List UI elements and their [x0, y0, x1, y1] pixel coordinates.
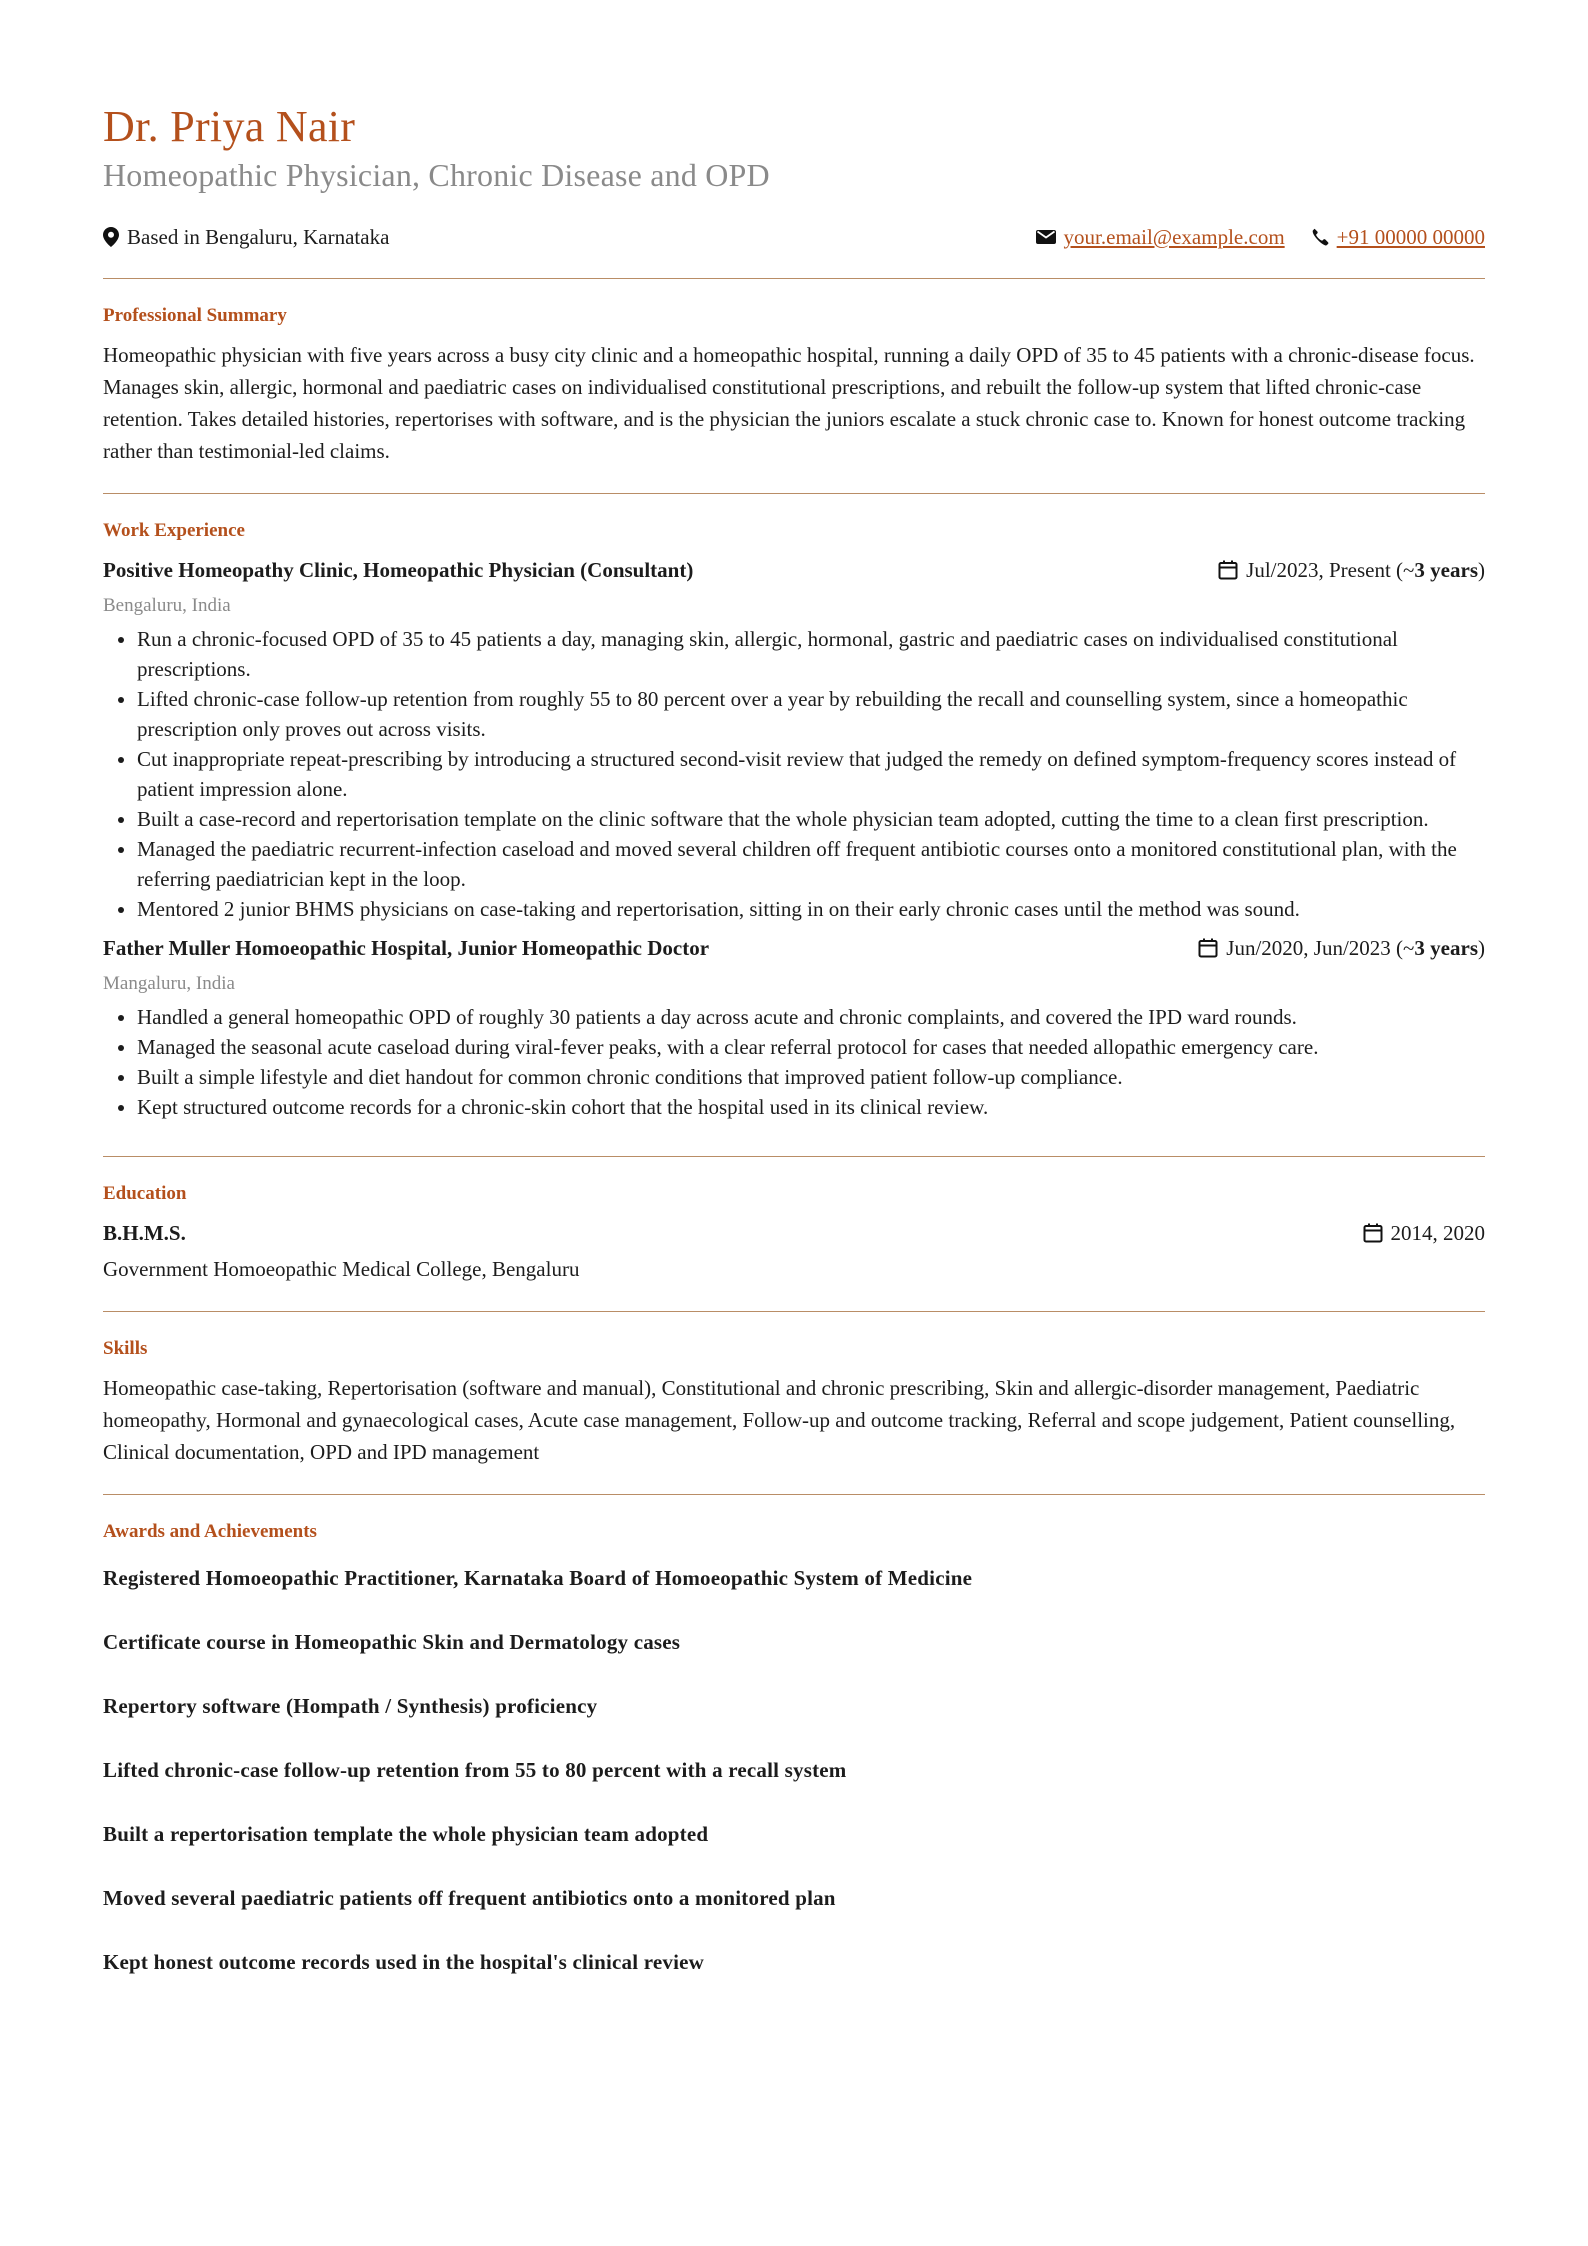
award-item: Built a repertorisation template the whole physician team adopted [103, 1822, 709, 1846]
phone-icon [1311, 228, 1329, 246]
contact-location [103, 222, 389, 252]
job-org: Father Muller Homoeopathic Hospital [103, 936, 447, 960]
job-duration: 3 years [1414, 558, 1478, 582]
award-item: Moved several paediatric patients off frequent antibiotics onto a monitored plan [103, 1886, 836, 1910]
job-sep: , [446, 936, 458, 960]
skills-text: Homeopathic case-taking, Repertorisation (software and manual), Constitutional and chronic prescribing, Skin and allergic-disorder management, Paediatric homeopathy, Hormonal and gynaecological cases, Acute case management, Follow-up and outcome tracking, Referral and scope judgement, Patient counselling, Clinical documentation, OPD and IPD management [103, 1376, 1456, 1464]
education-date-range: 2014, 2020 [1390, 1221, 1485, 1245]
job-location: Bengaluru, India [103, 595, 231, 616]
job-entry [103, 932, 1485, 1122]
job-bullets [103, 1002, 1485, 1122]
job-sep: , [352, 558, 364, 582]
education-degree: B.H.M.S. [103, 1221, 186, 1245]
award-item: Certificate course in Homeopathic Skin and Dermatology cases [103, 1630, 681, 1654]
list-item: • Managed the paediatric recurrent-infection caseload and moved several children off frequent antibiotic courses onto a monitored constitutional plan, with the referring paediatrician kept in the loop. [137, 834, 1485, 894]
candidate-name: Dr. Priya Nair [103, 102, 356, 151]
list-item: • Handled a general homeopathic OPD of roughly 30 patients a day across acute and chronic complaints, and covered the IPD ward rounds. [137, 1002, 1485, 1032]
map-pin-icon [103, 227, 119, 247]
job-dates [1198, 932, 1485, 964]
experience-heading: Work Experience [103, 520, 245, 541]
calendar-icon [1363, 1223, 1383, 1243]
awards-section [103, 1495, 1485, 2037]
candidate-title: Homeopathic Physician, Chronic Disease and OPD [103, 157, 770, 193]
award-item: Kept honest outcome records used in the hospital's clinical review [103, 1950, 704, 1974]
awards-list [103, 1563, 1485, 1977]
job-location: Mangaluru, India [103, 973, 235, 994]
calendar-icon [1198, 938, 1218, 958]
education-school: Government Homoeopathic Medical College, Bengaluru [103, 1257, 580, 1281]
list-item: • Cut inappropriate repeat-prescribing by introducing a structured second-visit review that judged the remedy on defined symptom-frequency scores instead of patient impression alone. [137, 744, 1485, 804]
job-date-close: ) [1478, 936, 1485, 960]
email-link[interactable]: your.email@example.com [1063, 225, 1285, 249]
job-org: Positive Homeopathy Clinic [103, 558, 353, 582]
job-dates [1218, 554, 1485, 586]
job-duration: 3 years [1414, 936, 1478, 960]
phone-link[interactable]: +91 00000 00000 [1336, 225, 1485, 249]
list-item: • Kept structured outcome records for a chronic-skin cohort that the hospital used in its clinical review. [137, 1092, 1485, 1122]
award-item: Lifted chronic-case follow-up retention from 55 to 80 percent with a recall system [103, 1758, 847, 1782]
summary-text: Homeopathic physician with five years across a busy city clinic and a homeopathic hospital, running a daily OPD of 35 to 45 patients with a chronic-disease focus. Manages skin, allergic, hormonal and paediatric cases on individualised constitutional prescriptions, and rebuilt the follow-up system that lifted chronic-case retention. Takes detailed histories, repertorises with software, and is the physician the juniors escalate a stuck chronic case to. Known for honest outcome tracking rather than testimonial-led claims. [103, 343, 1475, 463]
summary-section [103, 279, 1485, 493]
award-item: Registered Homoeopathic Practitioner, Karnataka Board of Homoeopathic System of Medicine [103, 1566, 973, 1590]
skills-section [103, 1312, 1485, 1494]
education-header [103, 1217, 1485, 1249]
list-item: • Built a case-record and repertorisation template on the clinic software that the whole physician team adopted, cutting the time to a clean first prescription. [137, 804, 1485, 834]
skills-heading: Skills [103, 1338, 148, 1359]
contact-links [1036, 222, 1485, 252]
job-header [103, 554, 1485, 586]
job-title [103, 554, 693, 586]
job-date-close: ) [1478, 558, 1485, 582]
job-date-range: Jun/2020, Jun/2023 (~ [1226, 936, 1415, 960]
list-item: • Managed the seasonal acute caseload during viral-fever peaks, with a clear referral protocol for cases that needed allopathic emergency care. [137, 1032, 1485, 1062]
envelope-icon [1036, 229, 1056, 245]
award-item: Repertory software (Hompath / Synthesis) proficiency [103, 1694, 598, 1718]
calendar-icon [1218, 560, 1238, 580]
experience-section [103, 494, 1485, 1156]
job-role: Homeopathic Physician (Consultant) [363, 558, 694, 582]
education-dates [1363, 1217, 1486, 1249]
summary-heading: Professional Summary [103, 305, 287, 326]
education-section [103, 1157, 1485, 1311]
contact-phone [1311, 222, 1485, 252]
list-item: • Run a chronic-focused OPD of 35 to 45 patients a day, managing skin, allergic, hormonal, gastric and paediatric cases on individualised constitutional prescriptions. [137, 624, 1485, 684]
awards-heading: Awards and Achievements [103, 1521, 317, 1542]
job-entry [103, 554, 1485, 924]
education-heading: Education [103, 1183, 187, 1204]
job-role: Junior Homeopathic Doctor [457, 936, 710, 960]
list-item: • Built a simple lifestyle and diet handout for common chronic conditions that improved patient follow-up compliance. [137, 1062, 1485, 1092]
job-date-range: Jul/2023, Present (~ [1246, 558, 1415, 582]
location-text: Based in Bengaluru, Karnataka [127, 225, 390, 249]
job-title [103, 932, 709, 964]
job-bullets [103, 624, 1485, 924]
contact-row [103, 222, 1485, 252]
list-item: • Lifted chronic-case follow-up retention from roughly 55 to 80 percent over a year by rebuilding the recall and counselling system, since a homeopathic prescription only proves out across visits. [137, 684, 1485, 744]
job-header [103, 932, 1485, 964]
contact-email [1036, 222, 1285, 252]
list-item: • Mentored 2 junior BHMS physicians on case-taking and repertorisation, sitting in on their early chronic cases until the method was sound. [137, 894, 1485, 924]
